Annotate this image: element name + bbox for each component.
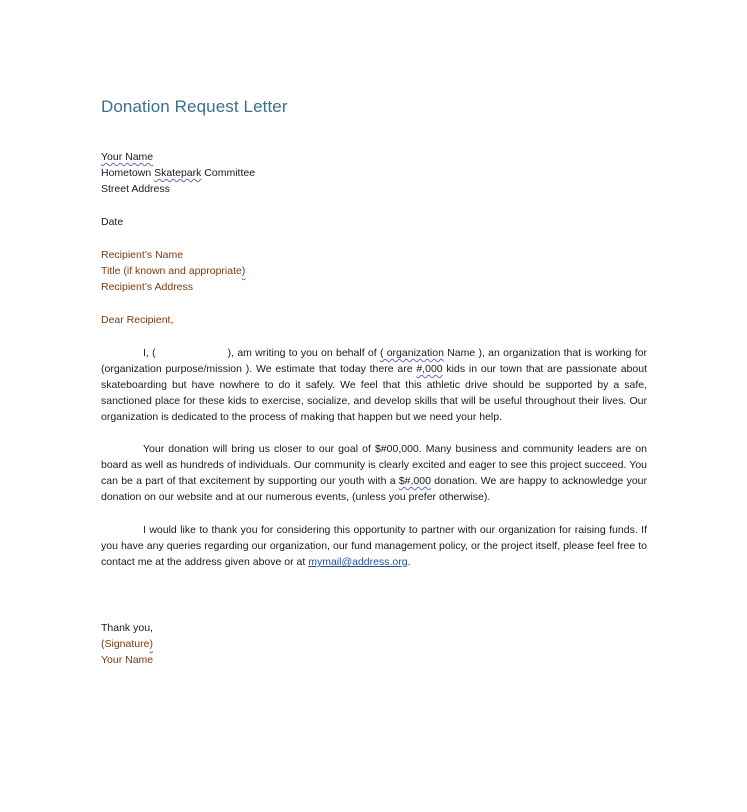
email-link[interactable]: mymail@address.org [308, 556, 408, 568]
closing-block [101, 620, 647, 668]
sender-address: Street Address [101, 183, 170, 195]
paragraph-1: I, ( ), am writing to you on behalf of ( organization Name ), an organization that is working for (organization purpose/mission ). We estimate that today there are #,000 kids in our town that are passionate about skateboarding but have nowhere to do it safely. We feel that this athletic drive should be supported by a safe, sanctioned place for these kids to exercise, socialize, and develop skills that will be useful throughout their lives. Our organization is dedicated to the process of making that happen but we need your help. [101, 347, 647, 423]
salutation-block [101, 312, 647, 328]
recipient-block [101, 247, 647, 295]
recipient-name: Recipient’s Name [101, 249, 184, 261]
closing-name: Your Name [101, 654, 154, 666]
paragraph-2: Your donation will bring us closer to our goal of $#00,000. Many business and community leaders are on board as well as hundreds of individuals. Our community is clearly excited and eager to see this project succeed. You can be a part of that excitement by supporting our youth with a $#,000 donation. We are happy to acknowledge your donation on our website and at our numerous events, (unless you prefer otherwise). [101, 443, 647, 503]
sender-name: Your Name [101, 151, 154, 163]
date-block [101, 214, 647, 230]
recipient-title: Title (if known and appropriate) [101, 265, 246, 277]
recipient-address: Recipient’s Address [101, 281, 194, 293]
salutation: Dear Recipient, [101, 314, 174, 326]
sender-organization: Hometown Skatepark Committee [101, 167, 256, 179]
letter-date: Date [101, 216, 124, 228]
closing-signature: (Signature) [101, 638, 153, 650]
paragraph-3: I would like to thank you for considering this opportunity to partner with our organization for raising funds. If you have any queries regarding our organization, our fund management policy, or the project itself, please feel free to contact me at the address given above or at mymail@address.org. [101, 524, 647, 568]
letter-title: Donation Request Letter [101, 97, 288, 116]
sender-block [101, 149, 647, 197]
closing-thanks: Thank you, [101, 622, 153, 634]
